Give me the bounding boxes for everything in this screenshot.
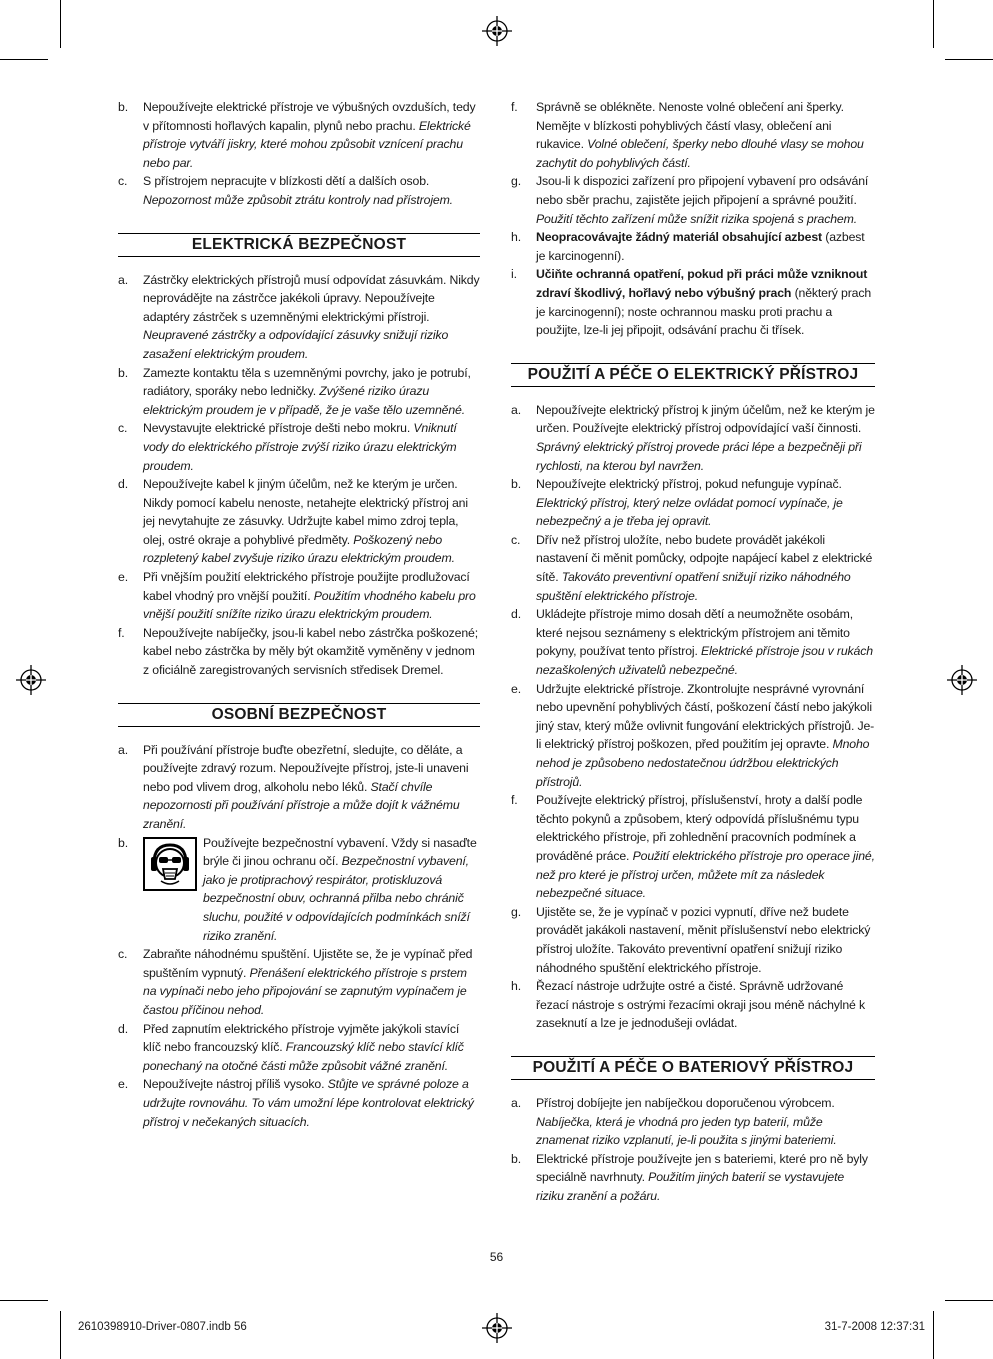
battery-care-list	[511, 1094, 875, 1206]
list-item: a. Nepoužívejte elektrický přístroj k jiným účelům, než ke kterým je určen. Používejte elektrický přístroj odpovídající vaší činnosti. Správný elektrický přístroj provede práci lépe a bezpečněji při rychlosti, na kterou byl navržen.	[511, 402, 875, 473]
list-item: b. Zamezte kontaktu těla s uzemněnými povrchy, jako je potrubí, radiátory, sporáky nebo ledničky. Zvýšené riziko úrazu elektrickým proudem je v případě, že je vaše tělo uzemněné.	[118, 365, 471, 417]
registration-mark-icon	[482, 16, 512, 46]
page-number: 56	[489, 1250, 504, 1264]
list-item: h. Řezací nástroje udržujte ostré a čisté. Správně udržované řezací nástroje s ostrými řezacími okraji jsou méně náchylné k zaseknutí a lze je jednodušeji ovládat.	[511, 979, 865, 1031]
list-item: c. Dřív než přístroj uložíte, nebo budete provádět jakékoli nastavení či měnit pomůcky, odpojte napájecí kabel z elektrické sítě. Takováto preventivní opatření snižují riziko náhodného spuštění elektrického přístroje.	[511, 532, 873, 603]
registration-mark-icon	[947, 665, 977, 695]
left-column	[118, 98, 480, 1131]
crop-mark	[933, 1311, 934, 1359]
footer-timestamp: 31-7-2008 12:37:31	[824, 1321, 925, 1333]
crop-mark	[0, 1300, 48, 1301]
list-item: e. Udržujte elektrické přístroje. Zkontrolujte nesprávné vyrovnání nebo upevnění pohyblivých částí, poškození částí nebo jakýkoli jiný stav, který může ovlivnit fungování elektrických přístrojů. Je-li elektrický přístroj poškozen, před použitím jej opravte. Mnoho nehod je způsobeno nedostatečnou údržbou elektrických přístrojů.	[511, 681, 875, 789]
list-item: d. Před zapnutím elektrického přístroje vyjměte jakýkoli stavící klíč nebo francouzský klíč. Francouzský klíč nebo stavící klíč ponechaný na otočné části může způsobit vážné zranění.	[118, 1021, 464, 1073]
crop-mark	[933, 0, 934, 48]
section-heading-personal: OSOBNÍ BEZPEČNOST	[118, 703, 480, 727]
section-heading-tool-care: POUŽITÍ A PÉČE O ELEKTRICKÝ PŘÍSTROJ	[511, 363, 875, 387]
footer-file-info: 2610398910-Driver-0807.indb 56	[78, 1321, 247, 1333]
list-item: d. Nepoužívejte kabel k jiným účelům, než ke kterým je určen. Nikdy pomocí kabelu nenoste, netahejte elektrický přístroj ani jej nevytahujte ze zásuvky. Udržujte kabel mimo zdroj tepla, olej, ostré okraje a pohyblivé předměty. Poškozený nebo rozpletený kabel zvyšuje riziko úrazu elektrickým proudem.	[118, 477, 468, 566]
list-item: a. Přístroj dobíjejte jen nabíječkou doporučenou výrobcem. Nabíječka, která je vhodná pro jeden typ baterií, může znamenat riziko vzplanutí, je-li použita s jinými bateriemi.	[511, 1095, 837, 1148]
list-item: a. Při používání přístroje buďte obezřetní, sledujte, co děláte, a používejte zdravý rozum. Nepoužívejte přístroj, jste-li unaveni nebo pod vlivem drog, alkoholu nebo léků. Stačí chvíle nepozornosti při používání přístroje a může dojít k vážnému zranění.	[118, 742, 469, 831]
section-heading-electrical: ELEKTRICKÁ BEZPEČNOST	[118, 233, 480, 257]
list-item: e. Nepoužívejte nástroj příliš vysoko. Stůjte ve správné poloze a udržujte rovnováhu. To vám umožní lépe kontrolovat elektrický přístroj v nečekaných situacích.	[118, 1077, 474, 1129]
electrical-list	[118, 271, 480, 680]
list-item: e. Při vnějším použití elektrického přístroje použijte prodlužovací kabel vhodný pro vnější použití. Použitím vhodného kabelu pro vnější použití snížíte riziko úrazu elektrickým proudem.	[118, 570, 476, 622]
personal-list	[118, 741, 480, 1131]
intro-list	[511, 98, 875, 340]
list-item: c. Nevystavujte elektrické přístroje dešti nebo mokru. Vniknutí vody do elektrického přístroje zvýší riziko úrazu elektrickým proudem.	[118, 421, 457, 473]
crop-mark	[945, 59, 993, 60]
list-item: b. Používejte bezpečnostní vybavení. Vždy si nasaďte brýle či jinou ochranu očí. Bezpečnostní vybavení, jako je protiprachový respirátor, protiskluzová bezpečnostní obuv, ochranná přilba nebo chránič sluchu, použité v odpovídajících podmínkách sníží riziko zranění.	[118, 835, 477, 943]
crop-mark	[60, 1311, 61, 1359]
section-heading-battery-care: POUŽITÍ A PÉČE O BATERIOVÝ PŘÍSTROJ	[511, 1056, 875, 1080]
list-item: f. Správně se oblékněte. Nenoste volné oblečení ani šperky. Nemějte v blízkosti pohyblivých částí vlasy, oblečení ani rukavice. Volné oblečení, šperky nebo dlouhé vlasy se mohou zachytit do pohyblivých částí.	[511, 100, 864, 170]
list-item: d. Ukládejte přístroje mimo dosah dětí a neumožněte osobám, které nejsou seznámeny s elektrickým přístrojem ani těmito pokyny, používat tento přístroj. Elektrické přístroje jsou v rukách nezaškolených uživatelů nebezpečné.	[511, 607, 873, 678]
right-column	[511, 98, 875, 1205]
crop-mark	[945, 1300, 993, 1301]
list-item: b. Nepoužívejte elektrické přístroje ve výbušných ovzduších, tedy v přítomnosti hořlavých kapalin, plynů nebo prachu. Elektrické přístroje vytváří jiskry, které mohou způsobit vznícení prachu nebo par.	[118, 100, 476, 170]
list-item: g. Ujistěte se, že je vypínač v pozici vypnutí, dříve než budete provádět jakákoli nastavení, měnit příslušenství nebo elektrický přístroj uložíte. Takováto preventivní opatření snižují riziko náhodného spuštění elektrického přístroje.	[511, 904, 871, 975]
crop-mark	[0, 59, 48, 60]
registration-mark-icon	[482, 1313, 512, 1343]
list-item: i. Učiňte ochranná opatření, pokud při práci může vzniknout zdraví škodlivý, hořlavý nebo výbušný prach (některý prach je karcinogenní); noste ochrannou masku proti prachu a použijte, lze-li jej připojit, odsávání prachu či třísek.	[511, 267, 872, 338]
protective-equipment-icon	[143, 837, 197, 891]
list-item: h. Neopracovávajte žádný materiál obsahující azbest (azbest je karcinogenní).	[511, 230, 865, 263]
list-item: a. Zástrčky elektrických přístrojů musí odpovídat zásuvkám. Nikdy neprovádějte na zástrčce jakékoli úpravy. Nepoužívejte adaptéry zástrček s uzemněnými elektrickými přístroji. Neupravené zástrčky a odpovídající zásuvky snižují riziko zasažení elektrickým proudem.	[118, 272, 480, 361]
list-item: c. Zabraňte náhodnému spuštění. Ujistěte se, že je vypínač před spuštěním vypnutý. Přenášení elektrického přístroje s prstem na vypínači nebo jeho připojování se zapnutým vypínačem je častou příčinou nehod.	[118, 947, 473, 1017]
list-item: b. Elektrické přístroje používejte jen s bateriemi, které pro ně byly speciálně navrhnuty. Použitím jiných baterií se vystavujete riziku zranění a požáru.	[511, 1151, 868, 1203]
crop-mark	[60, 0, 61, 48]
list-item: f. Používejte elektrický přístroj, příslušenství, hroty a další podle těchto pokynů a způsobem, který odpovídá příslušnému typu elektrického přístroje, při zohlednění pracovních podmínek a prováděné práce. Použití elektrického přístroje pro operace jiné, než pro které je přístroj určen, můžete mít za následek nebezpečné situace.	[511, 793, 875, 901]
list-item: b. Nepoužívejte elektrický přístroj, pokud nefunguje vypínač. Elektrický přístroj, který nelze ovládat pomocí vypínače, je nebezpečný a je třeba jej opravit.	[511, 477, 843, 529]
intro-list	[118, 98, 480, 210]
list-item: c. S přístrojem nepracujte v blízkosti dětí a dalších osob. Nepozornost může způsobit ztrátu kontroly nad přístrojem.	[118, 174, 453, 207]
registration-mark-icon	[16, 665, 46, 695]
list-item: f. Nepoužívejte nabíječky, jsou-li kabel nebo zástrčka poškozené; kabel nebo zástrčka by měly být okamžitě vyměněny v jednom z oficiálně zaregistrovaných servisních středisek Dremel.	[118, 625, 478, 678]
list-item: g. Jsou-li k dispozici zařízení pro připojení vybavení pro odsávání nebo sběr prachu, zajistěte jejich připojení a správné použití. Použití těchto zařízení může snížit rizika spojená s prachem.	[511, 174, 869, 226]
tool-care-list	[511, 401, 875, 1033]
